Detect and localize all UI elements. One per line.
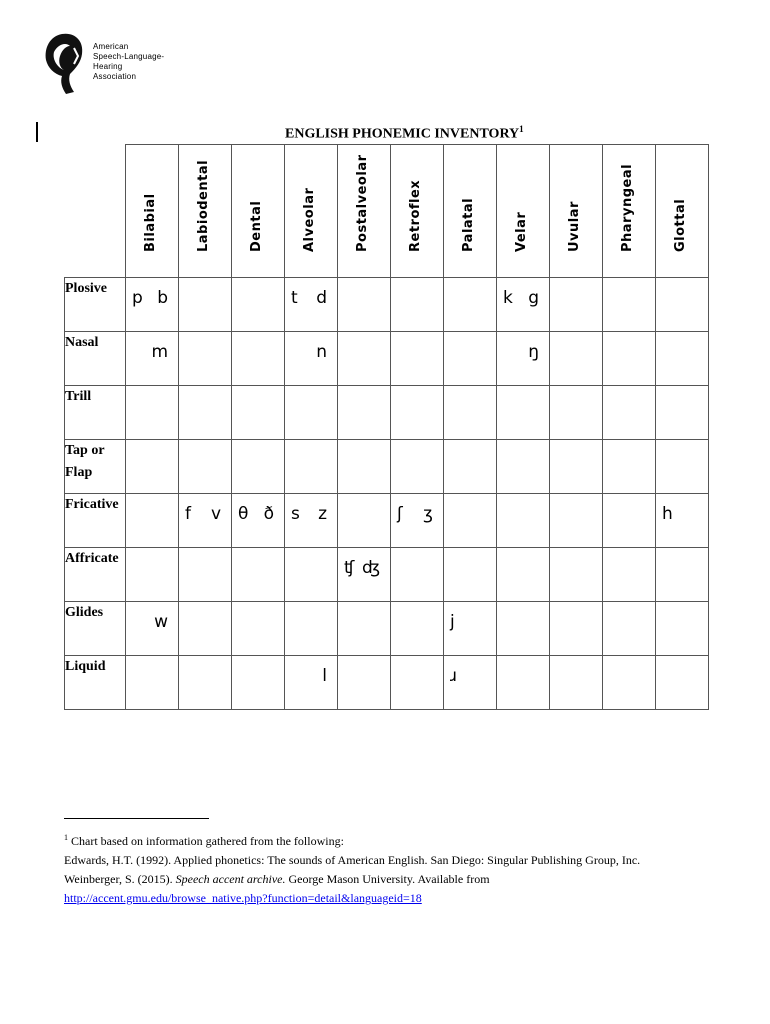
phoneme-cell: [338, 602, 391, 656]
column-label: Pharyngeal: [620, 163, 635, 252]
column-label: Bilabial: [143, 193, 158, 252]
accent-archive-link[interactable]: http://accent.gmu.edu/browse_native.php?function=detail&languageid=18: [64, 891, 422, 905]
title-footnote-mark: 1: [519, 124, 524, 134]
phoneme-cell: [179, 278, 232, 332]
voiced-symbol: g: [528, 288, 539, 308]
table-row: [65, 656, 709, 710]
phoneme-cell: [656, 278, 709, 332]
phoneme-cell: [391, 548, 444, 602]
phoneme-cell: [285, 278, 338, 332]
voiceless-symbol: ʃ: [397, 504, 403, 524]
phoneme-cell: [285, 386, 338, 440]
column-header: [656, 145, 709, 278]
voiced-symbol: m: [151, 342, 168, 362]
phoneme-cell: [179, 332, 232, 386]
phoneme-cell: [603, 278, 656, 332]
phoneme-cell: [656, 386, 709, 440]
phoneme-cell: [338, 548, 391, 602]
row-label: Liquid: [65, 656, 126, 710]
phoneme-cell: [444, 332, 497, 386]
phoneme-cell: [444, 602, 497, 656]
phoneme-cell: [285, 548, 338, 602]
phoneme-cell: [126, 602, 179, 656]
phoneme-cell: [603, 494, 656, 548]
logo-line: American: [93, 42, 129, 51]
voiced-symbol: n: [316, 342, 327, 362]
phoneme-cell: [497, 548, 550, 602]
table-row: [65, 494, 709, 548]
phoneme-cell: [338, 656, 391, 710]
phoneme-cell: [497, 278, 550, 332]
column-label: Uvular: [567, 201, 582, 252]
phoneme-cell: [126, 656, 179, 710]
row-label: Glides: [65, 602, 126, 656]
voiced-symbol: ŋ: [528, 342, 539, 362]
voiced-symbol: ʒ: [423, 504, 433, 524]
ref2-suffix: George Mason University. Available from: [285, 872, 490, 886]
column-label: Dental: [249, 200, 264, 252]
voiced-symbol: v: [210, 504, 221, 524]
phoneme-cell: [391, 278, 444, 332]
phoneme-cell: [232, 602, 285, 656]
phoneme-cell: [232, 278, 285, 332]
voiced-symbol: b: [157, 288, 168, 308]
footnote-intro-text: Chart based on information gathered from the following:: [71, 834, 344, 848]
column-label: Postalveolar: [355, 154, 370, 252]
phoneme-cell: [232, 494, 285, 548]
row-label: Nasal: [65, 332, 126, 386]
phoneme-cell: [338, 494, 391, 548]
phonemic-inventory-table: [64, 144, 709, 710]
column-header: [391, 145, 444, 278]
phoneme-cell: [232, 386, 285, 440]
phoneme-cell: [550, 494, 603, 548]
phoneme-cell: [550, 386, 603, 440]
footnote-intro: [64, 828, 640, 851]
column-label: Retroflex: [408, 179, 423, 252]
phoneme-cell: [656, 602, 709, 656]
footnote-mark: 1: [64, 833, 68, 842]
page-title: [285, 124, 524, 143]
voiceless-symbol: p: [132, 288, 143, 308]
phoneme-cell: [391, 440, 444, 494]
column-header: [497, 145, 550, 278]
reference-edwards: Edwards, H.T. (1992). Applied phonetics: The sounds of American English. San Diego: Singular Publishing Group, Inc.: [64, 853, 641, 867]
phoneme-cell: [232, 656, 285, 710]
phoneme-cell: [179, 602, 232, 656]
voiced-symbol: w: [154, 612, 168, 632]
reference-weinberger: [64, 870, 640, 889]
phoneme-cell: [126, 386, 179, 440]
phoneme-cell: [444, 278, 497, 332]
table-row: [65, 548, 709, 602]
column-header: [232, 145, 285, 278]
voiceless-symbol: f: [185, 504, 191, 524]
voiceless-symbol: ɹ: [450, 666, 458, 686]
phoneme-cell: [497, 602, 550, 656]
voiced-symbol: d: [316, 288, 327, 308]
phoneme-cell: [285, 440, 338, 494]
phoneme-cell: [550, 440, 603, 494]
phoneme-cell: [285, 332, 338, 386]
table-row: [65, 602, 709, 656]
phoneme-cell: [126, 548, 179, 602]
phoneme-cell: [232, 548, 285, 602]
row-label: Fricative: [65, 494, 126, 548]
row-label: Affricate: [65, 548, 126, 602]
phoneme-cell: [497, 440, 550, 494]
voiced-symbol: ð: [263, 504, 274, 524]
column-label: Alveolar: [302, 187, 317, 252]
phoneme-cell: [656, 494, 709, 548]
column-header: [444, 145, 497, 278]
voiced-symbol: z: [318, 504, 327, 524]
phoneme-cell: [179, 440, 232, 494]
phoneme-cell: [656, 440, 709, 494]
phoneme-cell: [603, 548, 656, 602]
voiced-symbol: ʤ: [362, 558, 380, 578]
voiceless-symbol: k: [503, 288, 513, 308]
column-header: [285, 145, 338, 278]
column-label: Palatal: [461, 197, 476, 252]
voiced-symbol: l: [322, 666, 327, 686]
phoneme-cell: [126, 332, 179, 386]
voiceless-symbol: θ: [238, 504, 249, 524]
voiceless-symbol: s: [291, 504, 300, 524]
phoneme-cell: [444, 494, 497, 548]
phoneme-cell: [126, 440, 179, 494]
voiceless-symbol: j: [450, 612, 455, 632]
row-label: Plosive: [65, 278, 126, 332]
phoneme-cell: [285, 656, 338, 710]
phoneme-cell: [603, 656, 656, 710]
ref2-title: Speech accent archive.: [175, 872, 286, 886]
column-label: Glottal: [673, 198, 688, 252]
phoneme-cell: [391, 602, 444, 656]
column-header: [179, 145, 232, 278]
phoneme-cell: [338, 386, 391, 440]
phoneme-cell: [497, 494, 550, 548]
column-header: [603, 145, 656, 278]
phoneme-cell: [603, 386, 656, 440]
phoneme-cell: [338, 440, 391, 494]
column-header: [338, 145, 391, 278]
phoneme-cell: [179, 494, 232, 548]
phoneme-cell: [338, 278, 391, 332]
header-row: [65, 145, 709, 278]
table-row: [65, 386, 709, 440]
phoneme-cell: [179, 656, 232, 710]
phoneme-cell: [550, 332, 603, 386]
phoneme-cell: [603, 440, 656, 494]
phoneme-cell: [497, 332, 550, 386]
phoneme-cell: [444, 548, 497, 602]
table-row: [65, 278, 709, 332]
phoneme-cell: [550, 278, 603, 332]
phoneme-cell: [656, 548, 709, 602]
phoneme-cell: [550, 656, 603, 710]
column-label: Velar: [514, 211, 529, 252]
phoneme-cell: [391, 332, 444, 386]
phoneme-cell: [391, 494, 444, 548]
asha-logo-text: [93, 42, 164, 82]
logo-line: Speech-Language-: [93, 52, 165, 61]
phoneme-cell: [444, 440, 497, 494]
phoneme-cell: [656, 332, 709, 386]
logo-line: Association: [93, 72, 137, 81]
phoneme-cell: [285, 602, 338, 656]
footnote-separator: [64, 818, 209, 819]
voiceless-symbol: h: [662, 504, 673, 524]
phoneme-cell: [179, 548, 232, 602]
corner-cell: [65, 145, 126, 278]
phoneme-cell: [126, 278, 179, 332]
phoneme-cell: [285, 494, 338, 548]
phoneme-cell: [656, 656, 709, 710]
text-cursor: [36, 122, 38, 142]
logo-line: Hearing: [93, 62, 123, 71]
table-row: [65, 440, 709, 494]
phoneme-cell: [338, 332, 391, 386]
voiceless-symbol: t: [291, 288, 298, 308]
phoneme-cell: [232, 332, 285, 386]
phoneme-cell: [232, 440, 285, 494]
phoneme-cell: [550, 602, 603, 656]
column-label: Labiodental: [196, 159, 211, 252]
voiceless-symbol: ʧ: [344, 558, 355, 578]
phoneme-cell: [126, 494, 179, 548]
phoneme-cell: [497, 386, 550, 440]
ref2-prefix: Weinberger, S. (2015).: [64, 872, 176, 886]
row-label: Trill: [65, 386, 126, 440]
column-header: [550, 145, 603, 278]
phoneme-cell: [391, 386, 444, 440]
asha-logo-icon: [40, 30, 90, 98]
phoneme-cell: [391, 656, 444, 710]
table-body: [65, 278, 709, 710]
phoneme-cell: [497, 656, 550, 710]
phoneme-cell: [603, 332, 656, 386]
phoneme-cell: [179, 386, 232, 440]
column-header: [126, 145, 179, 278]
footnote: [64, 828, 640, 908]
title-text: ENGLISH PHONEMIC INVENTORY: [285, 126, 520, 142]
row-label: Tap or Flap: [65, 440, 126, 494]
phoneme-cell: [444, 656, 497, 710]
phoneme-cell: [603, 602, 656, 656]
table-row: [65, 332, 709, 386]
phoneme-cell: [550, 548, 603, 602]
phoneme-cell: [444, 386, 497, 440]
